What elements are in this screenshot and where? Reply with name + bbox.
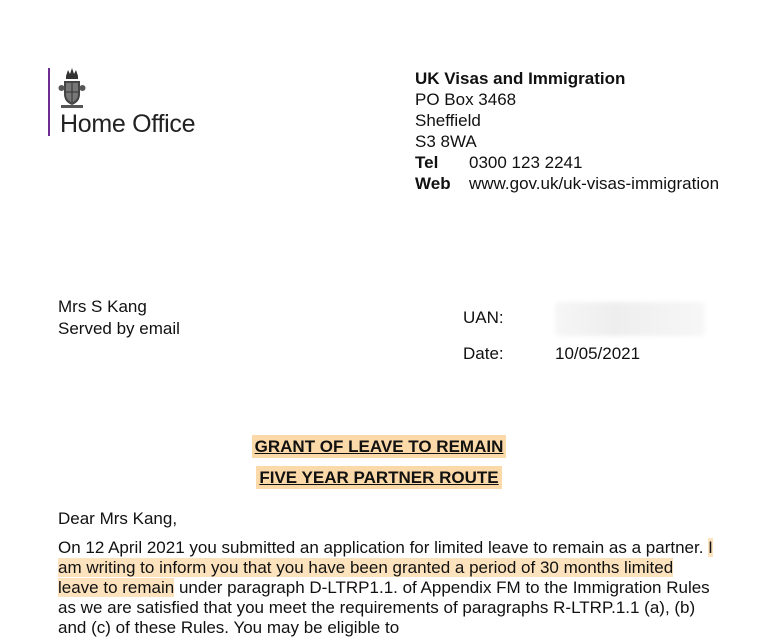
recipient-block [58, 296, 180, 340]
tel-label: Tel [415, 153, 439, 172]
uan-row [463, 308, 504, 328]
sender-address-line: S3 8WA [415, 132, 477, 151]
date-row [463, 344, 641, 364]
recipient-delivery: Served by email [58, 319, 180, 338]
sender-tel [415, 152, 719, 173]
sender-address-line: Sheffield [415, 111, 481, 130]
uan-label: UAN: [463, 308, 504, 327]
sender-web [415, 173, 719, 194]
body-highlighted-text: I am writing to inform you that you have been granted a period of 30 months limited leave to remain [58, 538, 713, 597]
date-label: Date: [463, 344, 504, 363]
recipient-name: Mrs S Kang [58, 297, 147, 316]
redacted-uan-value [555, 302, 705, 336]
tel-value: 0300 123 2241 [469, 153, 583, 172]
salutation: Dear Mrs Kang, [58, 509, 178, 528]
date-value: 10/05/2021 [555, 344, 641, 363]
sender-organisation: UK Visas and Immigration [415, 69, 626, 88]
sender-address [415, 68, 719, 194]
letter-heading [0, 437, 758, 457]
sender-address-line: PO Box 3468 [415, 90, 517, 109]
web-value: www.gov.uk/uk-visas-immigration [469, 174, 720, 193]
letter-subheading [0, 468, 758, 488]
body-text-part: under paragraph D-LTRP1.1. of Appendix FM to the Immigration Rules as we are satisfied that you meet the requirements of paragraphs R-LTRP.1.1 (a), (b) and (c) of these Rules. You may be eligible to [58, 578, 710, 637]
department-name: Home Office [60, 110, 196, 138]
body-paragraph [58, 538, 718, 638]
royal-crest-icon [58, 66, 86, 110]
body-text-part: On 12 April 2021 you submitted an application for limited leave to remain as a partner. [58, 538, 709, 557]
logo-brand-bar [48, 68, 50, 136]
heading-route: FIVE YEAR PARTNER ROUTE [256, 466, 501, 489]
web-label: Web [415, 174, 451, 193]
heading-grant: GRANT OF LEAVE TO REMAIN [252, 435, 507, 458]
